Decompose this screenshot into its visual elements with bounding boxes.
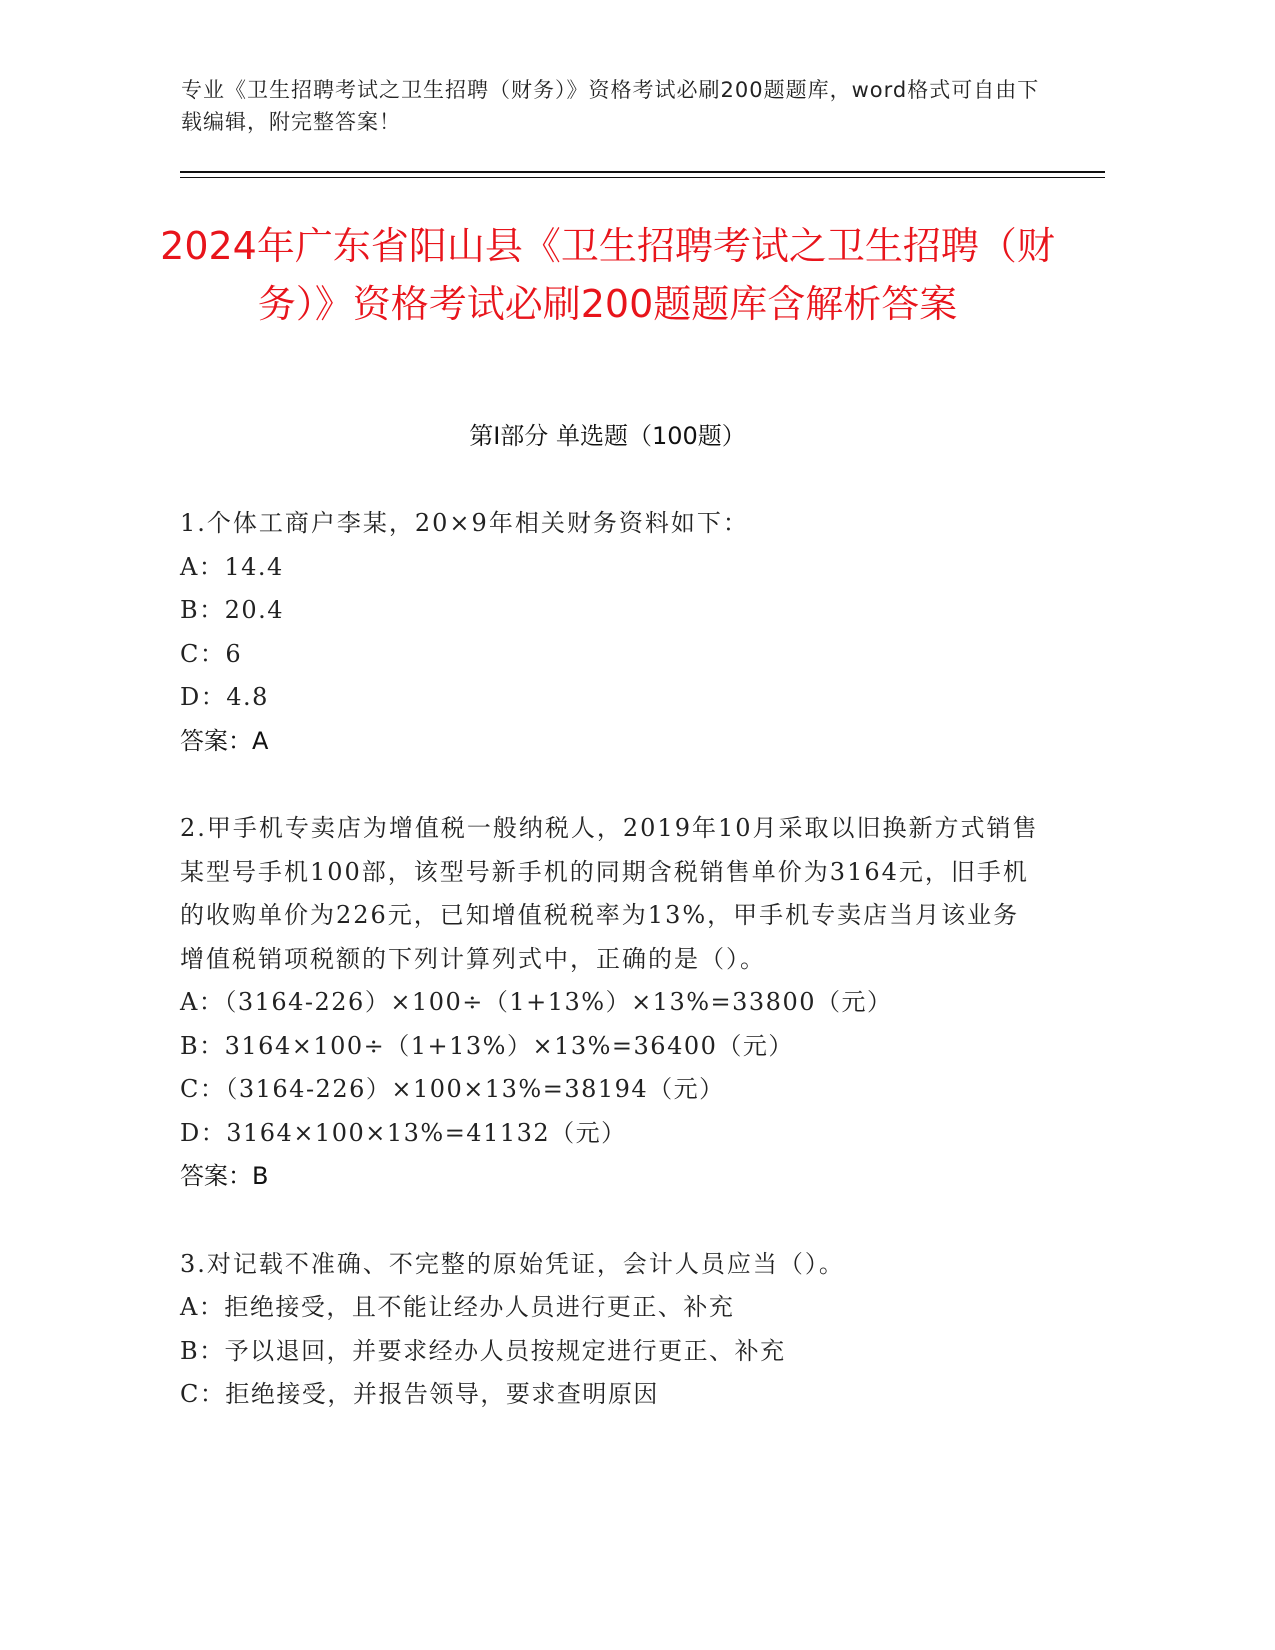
answer-text: 答案：B — [180, 1162, 269, 1190]
question-list — [180, 502, 1040, 1461]
option-c: C：拒绝接受，并报告领导，要求查明原因 — [180, 1380, 659, 1408]
option-a: A：拒绝接受，且不能让经办人员进行更正、补充 — [180, 1293, 735, 1321]
question-3 — [180, 1243, 1040, 1417]
option-b: B：3164×100÷（1+13%）×13%=36400（元） — [180, 1031, 794, 1060]
question-stem: 1.个体工商户李某，20×9年相关财务资料如下： — [180, 509, 749, 537]
section-heading: 第Ⅰ部分 单选题（100题） — [469, 422, 746, 450]
question-stem: 3.对记载不准确、不完整的原始凭证，会计人员应当（）。 — [180, 1249, 845, 1278]
option-a: A：（3164-226）×100÷（1+13%）×13%=33800（元） — [180, 988, 893, 1016]
document-title: 2024年广东省阳山县《卫生招聘考试之卫生招聘（财务）》资格考试必刷200题题库含解析答案 — [160, 224, 1055, 326]
option-c: C：（3164-226）×100×13%=38194（元） — [180, 1075, 725, 1103]
option-b: B：予以退回，并要求经办人员按规定进行更正、补充 — [180, 1336, 786, 1365]
header-divider-thin — [180, 177, 1105, 178]
option-d: D：3164×100×13%=41132（元） — [180, 1118, 627, 1147]
header-note: 专业《卫生招聘考试之卫生招聘（财务）》资格考试必刷200题题库，word格式可自由下载编辑，附完整答案！ — [181, 78, 1040, 134]
header-divider-thick — [180, 171, 1105, 173]
answer-text: 答案：A — [180, 726, 269, 755]
option-b: B：20.4 — [180, 596, 285, 624]
question-stem: 2.甲手机专卖店为增值税一般纳税人，2019年10月采取以旧换新方式销售某型号手机100部，该型号新手机的同期含税销售单价为3164元，旧手机的收购单价为226元，已知增值税税率为13%，甲手机专卖店当月该业务增值税销项税额的下列计算列式中，正确的是（）。 — [180, 814, 1039, 973]
question-2 — [180, 807, 1040, 1199]
option-d: D：4.8 — [180, 683, 269, 711]
question-1 — [180, 502, 1040, 763]
option-c: C：6 — [180, 639, 243, 668]
option-a: A：14.4 — [180, 552, 284, 581]
